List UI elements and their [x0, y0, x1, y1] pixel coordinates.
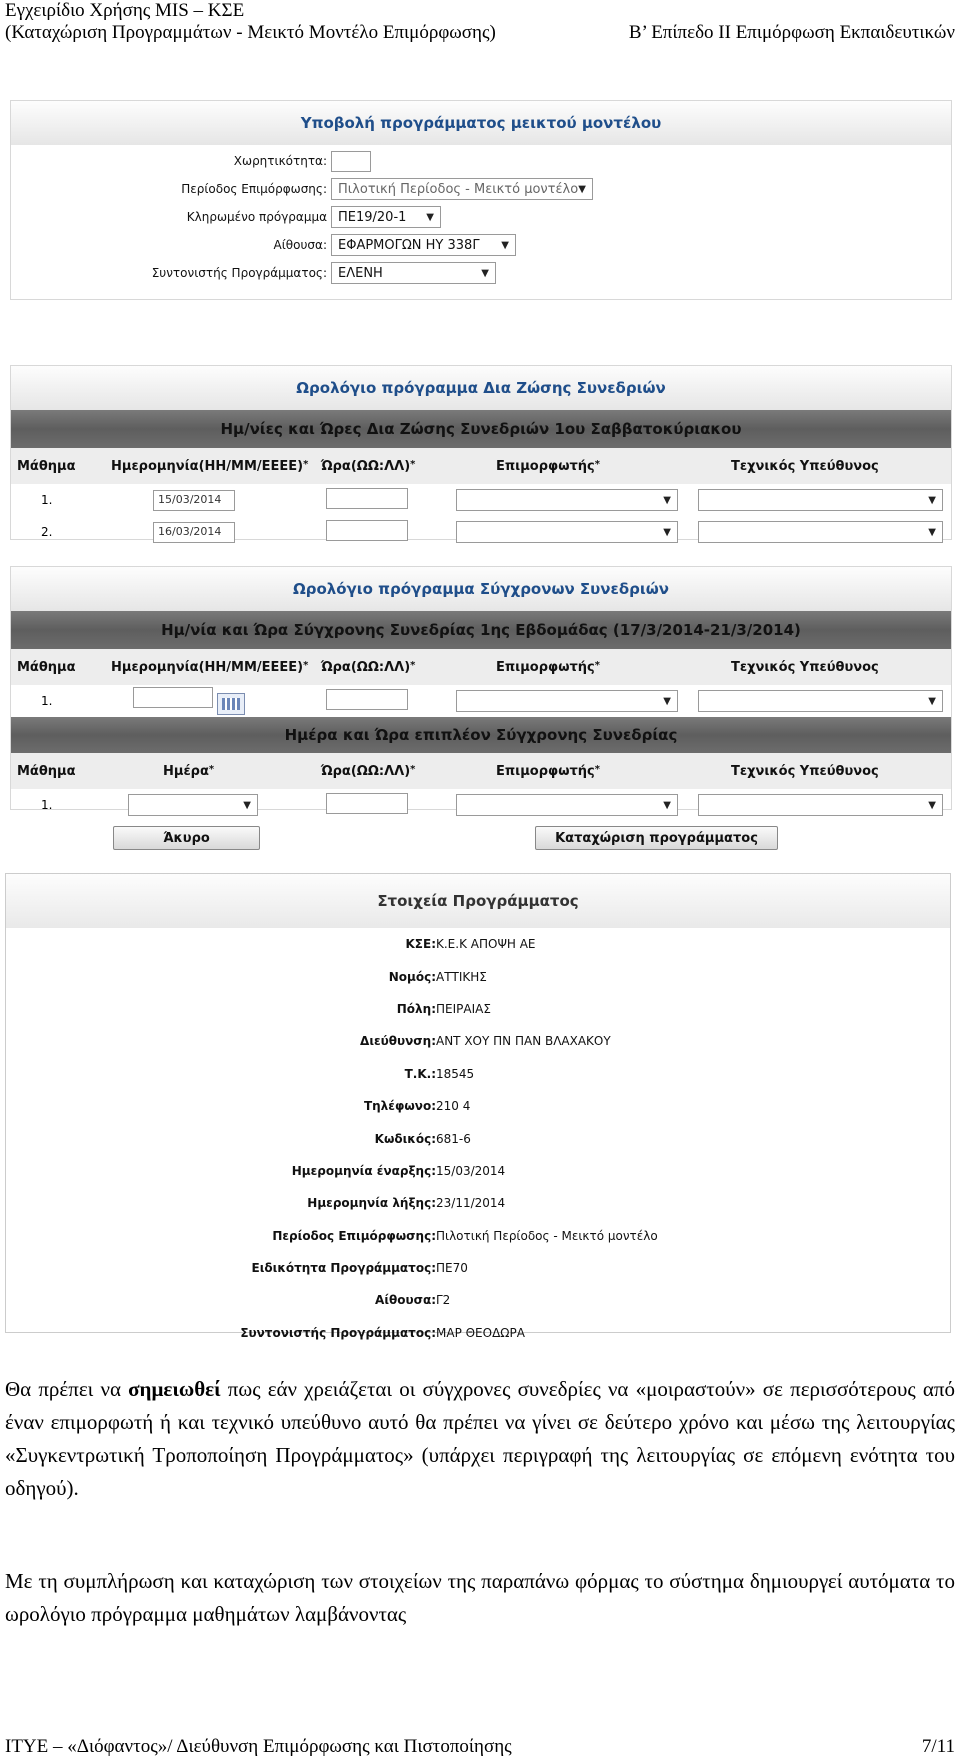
row-number: 1. — [41, 798, 53, 812]
info-label: Ημερομηνία έναρξης: — [291, 1163, 436, 1178]
time-input[interactable] — [326, 689, 408, 710]
col-lesson: Μάθημα — [17, 763, 76, 779]
col-tech: Τεχνικός Υπεύθυνος — [731, 458, 879, 474]
col-trainer: Επιμορφωτής — [496, 763, 595, 779]
submit-program-title: Υποβολή προγράμματος μεικτού μοντέλου — [11, 101, 951, 145]
day-select[interactable] — [128, 794, 258, 816]
table-row — [11, 484, 951, 516]
info-value: 210 4 — [436, 1099, 471, 1114]
chevron-down-icon: ▼ — [928, 526, 936, 538]
info-row — [6, 1187, 950, 1219]
chevron-down-icon: ▼ — [243, 799, 251, 811]
info-label: Κωδικός: — [374, 1131, 436, 1146]
time-input[interactable] — [326, 488, 408, 509]
chevron-down-icon: ▼ — [928, 695, 936, 707]
table-row — [11, 789, 951, 821]
info-row — [6, 1058, 950, 1090]
trainer-select[interactable] — [456, 489, 678, 511]
col-day: Ημέρα — [163, 763, 209, 779]
info-label: Περίοδος Επιμόρφωσης: — [272, 1228, 436, 1243]
program-select-value: ΠΕ19/20-1 — [338, 209, 407, 225]
info-row — [6, 1025, 950, 1057]
capacity-label: Χωρητικότητα: — [233, 154, 327, 168]
row-number: 1. — [41, 694, 53, 708]
info-label: Συντονιστής Προγράμματος: — [240, 1325, 436, 1340]
live-schedule-header: Μάθημα Ημερομηνία(ΗΗ/ΜΜ/ΕΕΕΕ)* Ώρα(ΩΩ:ΛΛ)* Επιμορφωτής* Τεχνικός Υπεύθυνος — [11, 448, 951, 484]
col-time: Ώρα(ΩΩ:ΛΛ) — [321, 458, 411, 474]
info-label: Νομός: — [388, 969, 436, 984]
footer-organization: ΙΤΥΕ – «Διόφαντος»/ Διεύθυνση Επιμόρφωσης και Πιστοποίησης — [5, 1736, 512, 1757]
program-select[interactable] — [331, 206, 441, 228]
coordinator-select[interactable] — [331, 262, 496, 284]
cancel-button[interactable]: Άκυρο — [113, 826, 260, 850]
trainer-select[interactable] — [456, 521, 678, 543]
info-row — [6, 1317, 950, 1349]
info-row — [6, 1090, 950, 1122]
date-input[interactable]: 16/03/2014 — [153, 522, 235, 543]
date-input[interactable] — [133, 687, 213, 708]
col-date: Ημερομηνία(ΗΗ/ΜΜ/ΕΕΕΕ) — [111, 458, 304, 474]
chevron-down-icon: ▼ — [928, 799, 936, 811]
program-label: Κληρωμένο πρόγραμμα — [186, 210, 327, 224]
header-title: Εγχειρίδιο Χρήσης MIS – ΚΣΕ — [5, 0, 245, 21]
col-time: Ώρα(ΩΩ:ΛΛ) — [321, 659, 411, 675]
room-select-value: ΕΦΑΡΜΟΓΩΝ ΗΥ 338Γ — [338, 237, 480, 253]
info-value: Γ2 — [436, 1293, 451, 1308]
info-row — [6, 993, 950, 1025]
info-label: Ημερομηνία λήξης: — [307, 1196, 436, 1211]
paragraph-form-result: Με τη συμπλήρωση και καταχώριση των στοιχείων της παραπάνω φόρμας το σύστημα δημιουργεί αυτόματα το ωρολόγιο πρόγραμμα μαθημάτων λαμβάνοντας — [5, 1569, 955, 1626]
period-label: Περίοδος Επιμόρφωσης: — [181, 182, 327, 196]
info-label: Τ.Κ.: — [404, 1066, 436, 1081]
period-select[interactable] — [331, 178, 593, 200]
info-value: ΑΝΤ ΧΟΥ ΠΝ ΠΑΝ ΒΛΑΧΑΚΟΥ — [436, 1034, 611, 1049]
info-label: Τηλέφωνο: — [363, 1099, 436, 1114]
col-trainer: Επιμορφωτής — [496, 659, 595, 675]
chevron-down-icon: ▼ — [578, 183, 586, 195]
time-input[interactable] — [326, 520, 408, 541]
info-label: ΚΣΕ: — [405, 937, 436, 952]
capacity-input[interactable] — [331, 151, 371, 172]
info-value: ΑΤΤΙΚΗΣ — [436, 969, 487, 984]
chevron-down-icon: ▼ — [501, 239, 509, 251]
trainer-select[interactable] — [456, 690, 678, 712]
info-row — [6, 1284, 950, 1316]
program-info-panel — [5, 873, 951, 1340]
info-row — [6, 1252, 950, 1284]
chevron-down-icon: ▼ — [928, 494, 936, 506]
period-select-value: Πιλοτική Περίοδος - Μεικτό μοντέλο — [338, 181, 579, 197]
room-label: Αίθουσα: — [273, 238, 327, 252]
room-select[interactable] — [331, 234, 516, 256]
info-row — [6, 960, 950, 992]
paragraph-note-emphasis: σημειωθεί — [128, 1377, 221, 1401]
info-label: Αίθουσα: — [375, 1293, 436, 1308]
document-header — [5, 0, 955, 44]
coordinator-label: Συντονιστής Προγράμματος: — [151, 266, 327, 280]
col-lesson: Μάθημα — [17, 659, 76, 675]
chevron-down-icon: ▼ — [663, 799, 671, 811]
sync-schedule-header: Μάθημα Ημερομηνία(ΗΗ/ΜΜ/ΕΕΕΕ)* Ώρα(ΩΩ:ΛΛ)* Επιμορφωτής* Τεχνικός Υπεύθυνος — [11, 649, 951, 685]
info-value: 18545 — [436, 1066, 475, 1081]
live-schedule-band: Ημ/νίες και Ώρες Δια Ζώσης Συνεδριών 1ου Σαββατοκύριακου — [11, 410, 951, 448]
extra-session-header: Μάθημα Ημέρα* Ώρα(ΩΩ:ΛΛ)* Επιμορφωτής* Τεχνικός Υπεύθυνος — [11, 753, 951, 789]
col-time: Ώρα(ΩΩ:ΛΛ) — [321, 763, 411, 779]
header-subtitle: (Καταχώριση Προγραμμάτων - Μεικτό Μοντέλο Επιμόρφωσης) — [5, 22, 496, 43]
extra-session-band: Ημέρα και Ώρα επιπλέον Σύγχρονης Συνεδρίας — [11, 717, 951, 753]
live-schedule-title: Ωρολόγιο πρόγραμμα Δια Ζώσης Συνεδριών — [11, 366, 951, 410]
tech-select[interactable] — [698, 489, 943, 511]
col-trainer: Επιμορφωτής — [496, 458, 595, 474]
info-value: Κ.Ε.Κ ΑΠΟΨΗ ΑΕ — [436, 937, 536, 952]
info-row — [6, 1122, 950, 1154]
row-number: 2. — [41, 525, 53, 539]
date-input[interactable]: 15/03/2014 — [153, 490, 235, 511]
page-number: 7/11 — [921, 1736, 955, 1757]
document-footer — [5, 1736, 955, 1758]
chevron-down-icon: ▼ — [426, 211, 434, 223]
sync-schedule-band: Ημ/νία και Ώρα Σύγχρονης Συνεδρίας 1ης Εβδομάδας (17/3/2014-21/3/2014) — [11, 611, 951, 649]
program-info-title: Στοιχεία Προγράμματος — [6, 874, 950, 928]
tech-select[interactable] — [698, 690, 943, 712]
info-label: Ειδικότητα Προγράμματος: — [251, 1261, 436, 1276]
paragraph-note-rest: πως εάν χρειάζεται οι σύγχρονες συνεδρίες να «μοιραστούν» σε περισσότερους από έναν επιμορφωτή ή και τεχνικό υπεύθυνο αυτό θα πρέπει να γίνει σε δεύτερο χρόνο και μέσω της λειτουργίας «Συγκεντρωτική Τροποποίηση Προγράμματος» (υπάρχει περιγραφή της λειτουργίας σε επόμενη ενότητα του οδηγού). — [5, 1377, 955, 1500]
chevron-down-icon: ▼ — [663, 494, 671, 506]
time-input[interactable] — [326, 793, 408, 814]
chevron-down-icon: ▼ — [481, 267, 489, 279]
chevron-down-icon: ▼ — [663, 526, 671, 538]
info-row — [6, 1220, 950, 1252]
trainer-select[interactable] — [456, 794, 678, 816]
coordinator-select-value: ΕΛΕΝΗ — [338, 265, 383, 281]
submit-program-button[interactable]: Καταχώριση προγράμματος — [535, 826, 778, 850]
sync-schedule-panel — [10, 566, 952, 810]
col-tech: Τεχνικός Υπεύθυνος — [731, 659, 879, 675]
col-tech: Τεχνικός Υπεύθυνος — [731, 763, 879, 779]
header-level: Β’ Επίπεδο ΙΙ Επιμόρφωση Εκπαιδευτικών — [628, 22, 955, 43]
sync-schedule-title: Ωρολόγιο πρόγραμμα Σύγχρονων Συνεδριών — [11, 567, 951, 611]
paragraph-note — [5, 1373, 955, 1505]
table-row — [11, 516, 951, 548]
tech-select[interactable] — [698, 521, 943, 543]
paragraph-note-start: Θα πρέπει να — [5, 1377, 129, 1401]
col-lesson: Μάθημα — [17, 458, 76, 474]
info-value: ΜΑΡ ΘΕΟΔΩΡΑ — [436, 1325, 525, 1340]
chevron-down-icon: ▼ — [663, 695, 671, 707]
info-value: 681-6 — [436, 1131, 471, 1146]
table-row — [11, 685, 951, 717]
info-row — [6, 928, 950, 960]
info-row — [6, 1155, 950, 1187]
calendar-icon[interactable] — [217, 693, 245, 715]
tech-select[interactable] — [698, 794, 943, 816]
info-label: Πόλη: — [396, 1001, 436, 1016]
submit-program-panel — [10, 100, 952, 300]
info-value: ΠΕΙΡΑΙΑΣ — [436, 1001, 491, 1016]
row-number: 1. — [41, 493, 53, 507]
col-date: Ημερομηνία(ΗΗ/ΜΜ/ΕΕΕΕ) — [111, 659, 304, 675]
live-schedule-panel — [10, 365, 952, 540]
info-value: Πιλοτική Περίοδος - Μεικτό μοντέλο — [436, 1228, 658, 1243]
info-value: ΠΕ70 — [436, 1261, 468, 1276]
info-label: Διεύθυνση: — [360, 1034, 436, 1049]
info-value: 15/03/2014 — [436, 1163, 506, 1178]
info-value: 23/11/2014 — [436, 1196, 506, 1211]
